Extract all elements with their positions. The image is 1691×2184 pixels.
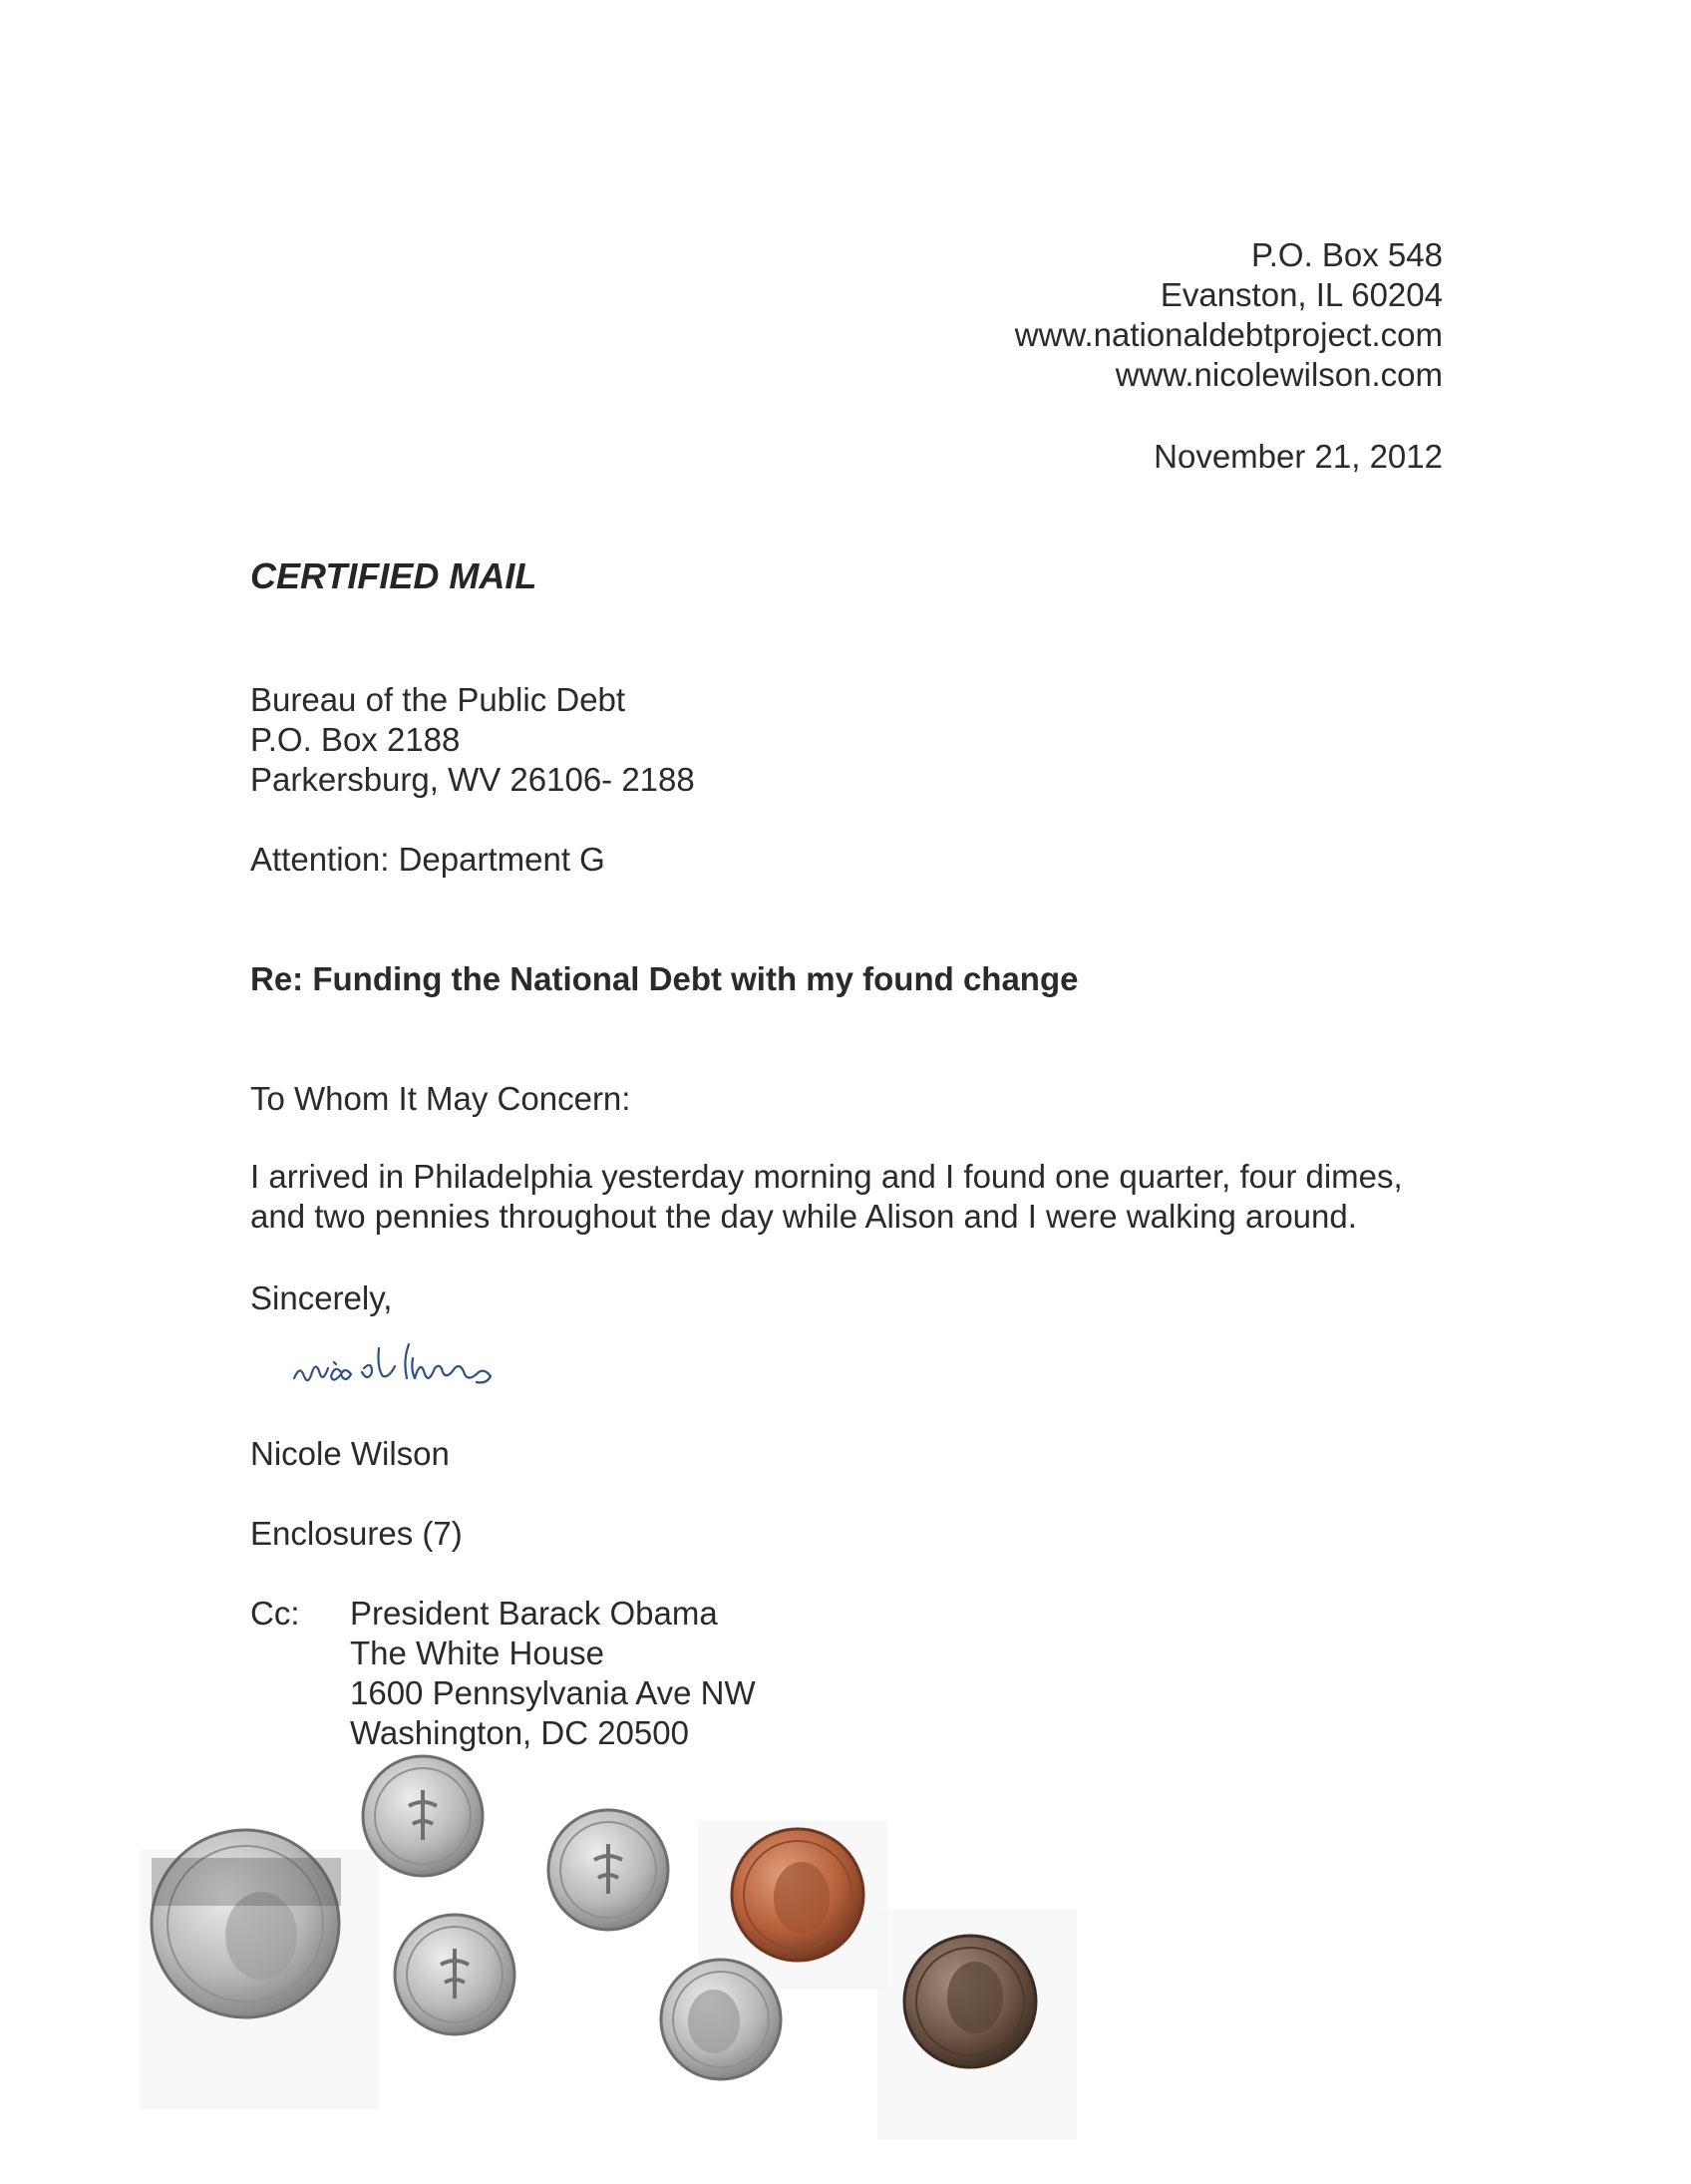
enclosures-note: Enclosures (7) — [250, 1515, 463, 1552]
recipient-line: Parkersburg, WV 26106- 2188 — [250, 761, 695, 798]
cc-line: Washington, DC 20500 — [350, 1714, 689, 1751]
sender-website-line: www.nicolewilson.com — [1115, 356, 1443, 393]
penny-coin — [732, 1829, 863, 1961]
recipient-line: Bureau of the Public Debt — [250, 681, 626, 718]
enclosed-coins — [0, 1740, 1691, 2184]
sender-address-line: P.O. Box 548 — [1250, 236, 1443, 273]
body-line: I arrived in Philadelphia yesterday morning and I found one quarter, four dimes, — [250, 1158, 1403, 1195]
cc-address — [350, 1594, 756, 1753]
body-line: and two pennies throughout the day while Alison and I were walking around. — [250, 1198, 1357, 1235]
sender-website-line: www.nationaldebtproject.com — [1014, 316, 1443, 353]
dime-coin — [395, 1915, 514, 2034]
sender-address-line: Evanston, IL 60204 — [1160, 276, 1443, 313]
body-paragraph — [250, 1157, 1447, 1237]
cc-line: President Barack Obama — [350, 1595, 718, 1632]
subject-line: Re: Funding the National Debt with my found change — [250, 960, 1079, 997]
sender-address — [1015, 235, 1443, 395]
dime-coin — [363, 1756, 483, 1876]
cc-line: The White House — [350, 1635, 604, 1671]
recipient-line: P.O. Box 2188 — [250, 721, 461, 758]
dime-coin — [661, 1960, 781, 2079]
penny-coin — [904, 1936, 1036, 2067]
signer-name: Nicole Wilson — [250, 1435, 450, 1472]
dime-coin — [548, 1810, 668, 1930]
attention-line: Attention: Department G — [250, 841, 605, 878]
salutation: To Whom It May Concern: — [250, 1080, 631, 1117]
recipient-address — [250, 680, 695, 800]
quarter-coin — [152, 1830, 341, 2017]
cc-line: 1600 Pennsylvania Ave NW — [350, 1674, 756, 1711]
closing: Sincerely, — [250, 1279, 393, 1316]
certified-mail-heading: CERTIFIED MAIL — [250, 555, 537, 596]
signature — [289, 1328, 618, 1408]
cc-label: Cc: — [250, 1595, 300, 1632]
letter-date: November 21, 2012 — [1154, 438, 1443, 475]
